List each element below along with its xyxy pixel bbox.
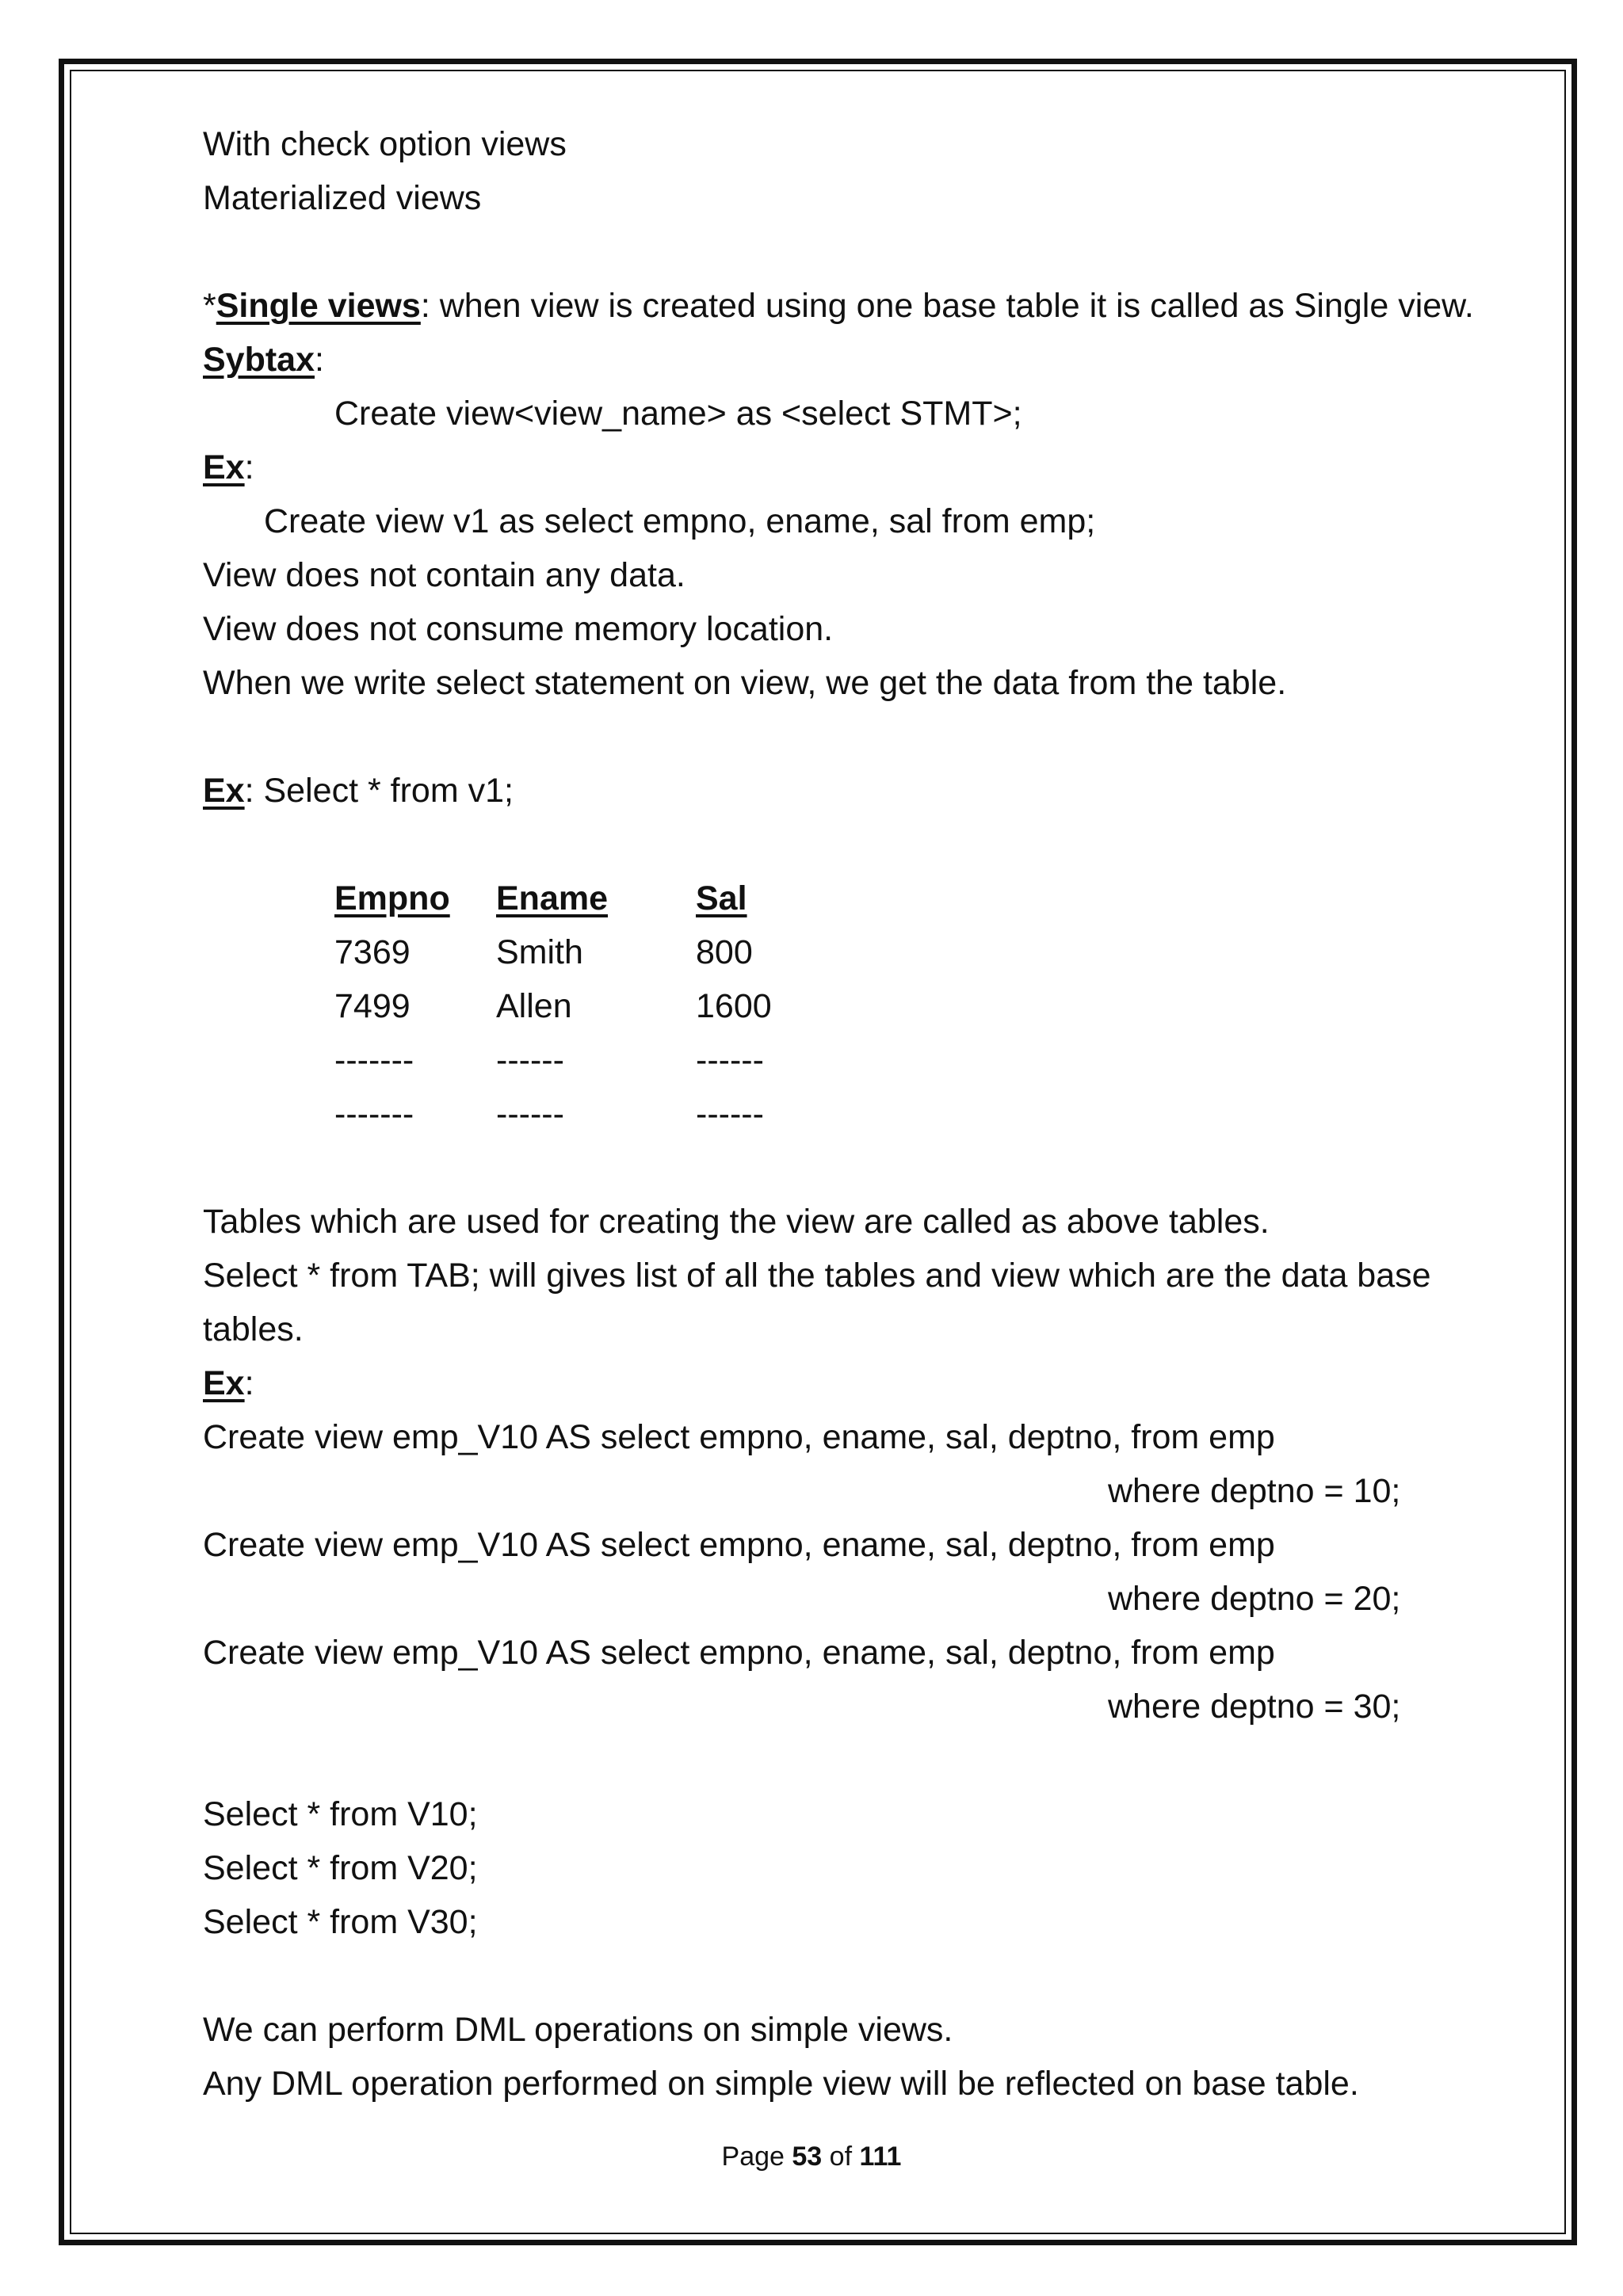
spacer	[203, 225, 1503, 279]
create-view-line: Create view emp_V10 AS select empno, ename, sal, deptno, from emp	[203, 1526, 1275, 1564]
result-table	[334, 871, 1503, 1141]
example3-heading	[203, 1356, 1503, 1410]
dml-note-1: We can perform DML operations on simple views.	[203, 2011, 953, 2049]
syntax-colon: :	[315, 341, 324, 379]
where-clause-line: where deptno = 10;	[1108, 1472, 1401, 1510]
syntax-statement: Create view<view_name> as <select STMT>;	[334, 395, 1022, 433]
table-cell: Allen	[496, 987, 572, 1025]
document-body	[203, 117, 1503, 2111]
example2-text: : Select * from v1;	[244, 772, 514, 810]
table-cell: 7369	[334, 933, 411, 971]
bullet-star: *	[203, 287, 216, 325]
tables-note-1: Tables which are used for creating the view are called as above tables.	[203, 1203, 1270, 1241]
page-footer	[0, 2139, 1623, 2174]
table-cell: Smith	[496, 933, 583, 971]
table-cell: 7499	[334, 987, 411, 1025]
spacer	[203, 1949, 1503, 2003]
current-page-number: 53	[792, 2142, 823, 2172]
note-line-2: View does not consume memory location.	[203, 610, 834, 648]
select-line: Select * from V20;	[203, 1849, 478, 1887]
example1-statement: Create view v1 as select empno, ename, sal from emp;	[264, 502, 1096, 540]
where-clause-line: where deptno = 20;	[1108, 1580, 1401, 1618]
example1-heading	[203, 441, 1503, 494]
single-views-text: : when view is created using one base table it is called as Single view.	[420, 287, 1474, 325]
table-cell: 800	[696, 933, 753, 971]
example2-label: Ex	[203, 772, 245, 810]
intro-line-1: With check option views	[203, 125, 567, 163]
where-clause-line: where deptno = 30;	[1108, 1688, 1401, 1726]
total-pages-number: 111	[859, 2142, 902, 2172]
table-cell: 1600	[696, 987, 772, 1025]
example3-label: Ex	[203, 1364, 245, 1402]
table-cell: -------	[334, 1095, 414, 1133]
create-view-line: Create view emp_V10 AS select empno, ename, sal, deptno, from emp	[203, 1634, 1275, 1672]
table-cell: ------	[696, 1095, 764, 1133]
syntax-label: Sybtax	[203, 341, 315, 379]
note-line-3: When we write select statement on view, we get the data from the table.	[203, 664, 1287, 702]
table-cell: ------	[496, 1095, 564, 1133]
table-cell: ------	[496, 1041, 564, 1079]
table-header-sal: Sal	[696, 879, 747, 917]
single-views-definition	[203, 279, 1503, 333]
select-line: Select * from V30;	[203, 1903, 478, 1941]
example2-line	[203, 764, 1503, 818]
dml-note-2: Any DML operation performed on simple view will be reflected on base table.	[203, 2065, 1359, 2103]
single-views-term: Single views	[216, 287, 421, 325]
table-cell: -------	[334, 1041, 414, 1079]
page-word: Page	[721, 2142, 785, 2172]
example1-label: Ex	[203, 448, 245, 486]
create-view-line: Create view emp_V10 AS select empno, ename, sal, deptno, from emp	[203, 1418, 1275, 1456]
tables-note-2: Select * from TAB; will gives list of all the tables and view which are the data base tables.	[203, 1257, 1431, 1348]
note-line-1: View does not contain any data.	[203, 556, 685, 594]
spacer	[203, 710, 1503, 764]
example1-colon: :	[244, 448, 254, 486]
spacer	[203, 1733, 1503, 1787]
of-word: of	[829, 2142, 853, 2172]
select-line: Select * from V10;	[203, 1795, 478, 1833]
spacer	[203, 818, 1503, 871]
intro-line-2: Materialized views	[203, 179, 482, 217]
table-cell: ------	[696, 1041, 764, 1079]
table-header-empno: Empno	[334, 879, 450, 917]
example3-colon: :	[244, 1364, 254, 1402]
spacer	[203, 1141, 1503, 1195]
syntax-heading	[203, 333, 1503, 387]
table-header-ename: Ename	[496, 879, 609, 917]
